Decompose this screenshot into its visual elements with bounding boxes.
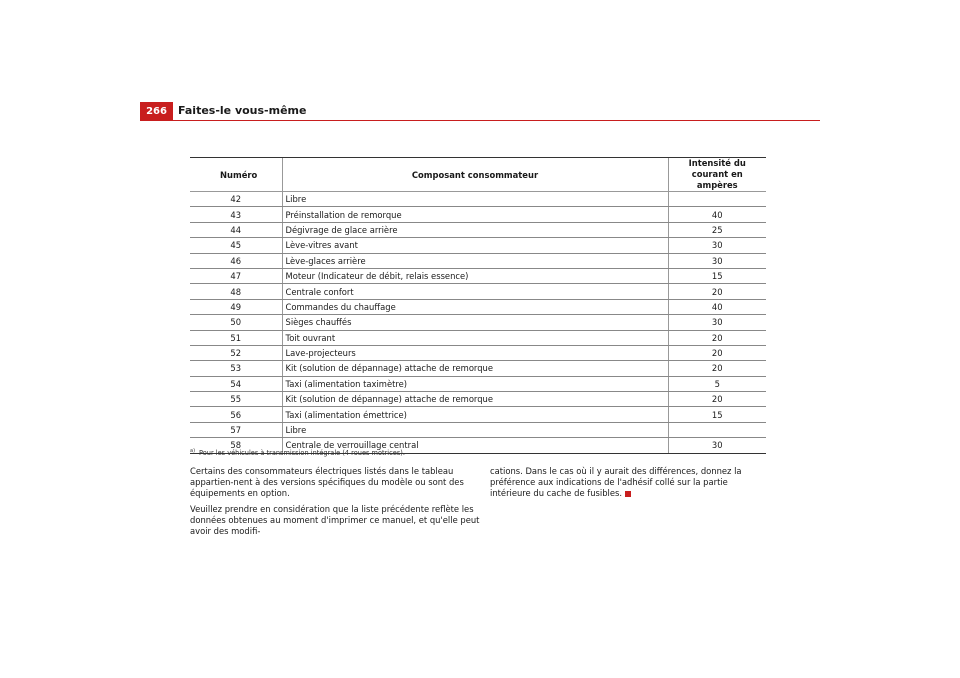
- header-component: Composant consommateur: [282, 158, 668, 192]
- fuse-number-cell: 58: [190, 438, 282, 453]
- component-cell: Kit (solution de dépannage) attache de remorque: [282, 392, 668, 407]
- component-cell: Préinstallation de remorque: [282, 207, 668, 222]
- text-column-right: [490, 466, 770, 504]
- header-number: Numéro: [190, 158, 282, 192]
- footnote: [190, 448, 405, 457]
- paragraph-optional-equipment: Certains des consommateurs électriques listés dans le tableau appartien-nent à des versions spécifiques du modèle ou sont des équipements en option.: [190, 466, 464, 499]
- amperage-cell: 20: [668, 345, 766, 360]
- table-header-row: [190, 158, 766, 192]
- table-row: [190, 376, 766, 391]
- end-of-section-icon: [625, 491, 631, 497]
- table-row: [190, 392, 766, 407]
- component-cell: Moteur (Indicateur de débit, relais essence): [282, 268, 668, 283]
- table-row: [190, 284, 766, 299]
- amperage-cell: 20: [668, 392, 766, 407]
- table-row: [190, 407, 766, 422]
- amperage-cell: 15: [668, 268, 766, 283]
- page-header: [140, 102, 820, 121]
- table-row: [190, 361, 766, 376]
- fuse-number-cell: 50: [190, 315, 282, 330]
- fuse-number-cell: 56: [190, 407, 282, 422]
- table-row: [190, 268, 766, 283]
- fuse-number-cell: 57: [190, 422, 282, 437]
- table-row: [190, 299, 766, 314]
- amperage-cell: 30: [668, 238, 766, 253]
- amperage-cell: 20: [668, 284, 766, 299]
- component-cell: Centrale de verrouillage central: [282, 438, 668, 453]
- component-cell: Taxi (alimentation taximètre): [282, 376, 668, 391]
- header-amperage-line1: Intensité du courant en: [688, 158, 746, 179]
- amperage-cell: 5: [668, 376, 766, 391]
- fuse-number-cell: 48: [190, 284, 282, 299]
- table-row: [190, 207, 766, 222]
- amperage-cell: 30: [668, 438, 766, 453]
- component-cell: Libre: [282, 192, 668, 207]
- amperage-cell: 20: [668, 330, 766, 345]
- amperage-cell: 40: [668, 299, 766, 314]
- table-row: [190, 238, 766, 253]
- paragraph-list-disclaimer: Veuillez prendre en considération que la liste précédente reflète les données obtenues au moment d'imprimer ce manuel, et qu'elle peut avoir des modifi-: [190, 503, 480, 537]
- amperage-cell: 30: [668, 315, 766, 330]
- component-cell: Lève-glaces arrière: [282, 253, 668, 268]
- table-row: [190, 192, 766, 207]
- component-cell: Libre: [282, 422, 668, 437]
- component-cell: Centrale confort: [282, 284, 668, 299]
- paragraph-list-continuation: [490, 466, 770, 500]
- fuse-number-cell: 53: [190, 361, 282, 376]
- fuse-number-cell: 49: [190, 299, 282, 314]
- fuse-table: [190, 157, 766, 454]
- fuse-number-cell: 52: [190, 345, 282, 360]
- fuse-number-cell: 51: [190, 330, 282, 345]
- fuse-number-cell: 54: [190, 376, 282, 391]
- section-title: Faites-le vous-même: [178, 104, 307, 117]
- page-number: 266: [140, 102, 173, 120]
- header-amperage-line2: ampères: [696, 180, 738, 190]
- amperage-cell: [668, 192, 766, 207]
- component-cell: Sièges chauffés: [282, 315, 668, 330]
- component-cell: Lève-vitres avant: [282, 238, 668, 253]
- footnote-marker: a): [190, 448, 196, 454]
- component-cell: Dégivrage de glace arrière: [282, 222, 668, 237]
- table-row: [190, 315, 766, 330]
- header-amperage: [668, 158, 766, 192]
- fuse-number-cell: 45: [190, 238, 282, 253]
- amperage-cell: 20: [668, 361, 766, 376]
- table-row: [190, 253, 766, 268]
- amperage-cell: 25: [668, 222, 766, 237]
- fuse-number-cell: 47: [190, 268, 282, 283]
- component-cell: Taxi (alimentation émettrice): [282, 407, 668, 422]
- fuse-number-cell: 46: [190, 253, 282, 268]
- continuation-text: cations. Dans le cas où il y aurait des différences, donnez la préférence aux indications de l'adhésif collé sur la partie intérieure du cache de fusibles.: [490, 466, 742, 499]
- amperage-cell: [668, 422, 766, 437]
- amperage-cell: 30: [668, 253, 766, 268]
- footnote-text: Pour les véhicules à transmission intégrale (4 roues motrices).: [199, 449, 405, 458]
- component-cell: Lave-projecteurs: [282, 345, 668, 360]
- fuse-number-cell: 42: [190, 192, 282, 207]
- fuse-number-cell: 43: [190, 207, 282, 222]
- component-cell: Toit ouvrant: [282, 330, 668, 345]
- amperage-cell: 15: [668, 407, 766, 422]
- table-row: [190, 222, 766, 237]
- text-column-left: [190, 466, 480, 541]
- fuse-number-cell: 44: [190, 222, 282, 237]
- table-row: [190, 345, 766, 360]
- component-cell: Kit (solution de dépannage) attache de remorque: [282, 361, 668, 376]
- table-row: [190, 330, 766, 345]
- table-body: [190, 192, 766, 454]
- table-row: [190, 422, 766, 437]
- amperage-cell: 40: [668, 207, 766, 222]
- component-cell: Commandes du chauffage: [282, 299, 668, 314]
- fuse-number-cell: 55: [190, 392, 282, 407]
